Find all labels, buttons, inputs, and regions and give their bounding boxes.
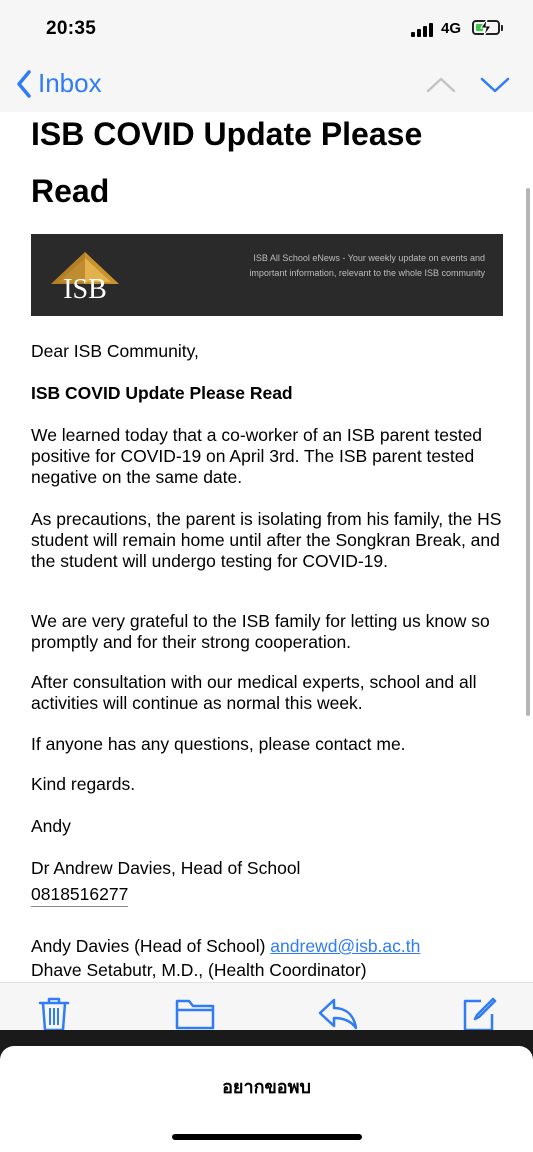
email-link[interactable]: andrewd@isb.ac.th [270, 936, 421, 956]
contact-line [31, 936, 505, 957]
signal-icon [411, 23, 437, 37]
contact-line: Dhave Setabutr, M.D., (Health Coordinator) [31, 960, 367, 980]
back-label: Inbox [38, 68, 102, 98]
paragraph: After consultation with our medical experts, school and all activities will continue as normal this week. [31, 672, 477, 713]
folder-icon[interactable] [175, 997, 215, 1031]
sign-off: Kind regards. [31, 774, 136, 794]
status-bar [0, 0, 533, 56]
paragraph: As precautions, the parent is isolating from his family, the HS student will remain home until after the Songkran Break, and the student will undergo testing for COVID-19. [31, 509, 502, 571]
newsletter-banner [31, 234, 503, 316]
signature-title: Dr Andrew Davies, Head of School [31, 858, 301, 878]
sender-name: Andy [31, 816, 71, 836]
paragraph: We learned today that a co-worker of an ISB parent tested positive for COVID-19 on April 3rd. The ISB parent tested negative on the same date. [31, 425, 483, 487]
greeting: Dear ISB Community, [31, 341, 199, 361]
sheet-label[interactable]: อยากขอพบ [222, 1077, 311, 1097]
trash-icon[interactable] [38, 997, 70, 1033]
nav-bar [0, 56, 533, 112]
compose-icon[interactable] [461, 997, 497, 1033]
chevron-down-icon[interactable] [480, 76, 510, 94]
paragraph: If anyone has any questions, please contact me. [31, 734, 406, 754]
home-indicator[interactable] [172, 1134, 362, 1140]
charging-icon [478, 18, 494, 37]
isb-logo [49, 248, 121, 304]
logo-text: ISB [63, 274, 107, 304]
status-time: 20:35 [46, 18, 97, 39]
scrollbar[interactable] [526, 188, 530, 716]
banner-tagline: ISB All School eNews - Your weekly update on events and important information, relevant to the whole ISB community [249, 253, 485, 278]
contact-label: Andy Davies (Head of School) [31, 936, 271, 956]
phone-link[interactable]: 0818516277 [31, 884, 128, 907]
email-subject: ISB COVID Update Please Read [31, 116, 423, 209]
chevron-up-icon[interactable] [426, 76, 456, 94]
network-type: 4G [441, 20, 462, 37]
back-to-inbox-button[interactable] [16, 68, 102, 99]
body-heading: ISB COVID Update Please Read [31, 383, 293, 403]
reply-icon[interactable] [318, 997, 358, 1031]
paragraph: We are very grateful to the ISB family for letting us know so promptly and for their strong cooperation. [31, 611, 490, 652]
bottom-sheet[interactable] [0, 1046, 533, 1152]
battery-cap [501, 25, 503, 31]
chevron-left-icon [16, 70, 32, 98]
